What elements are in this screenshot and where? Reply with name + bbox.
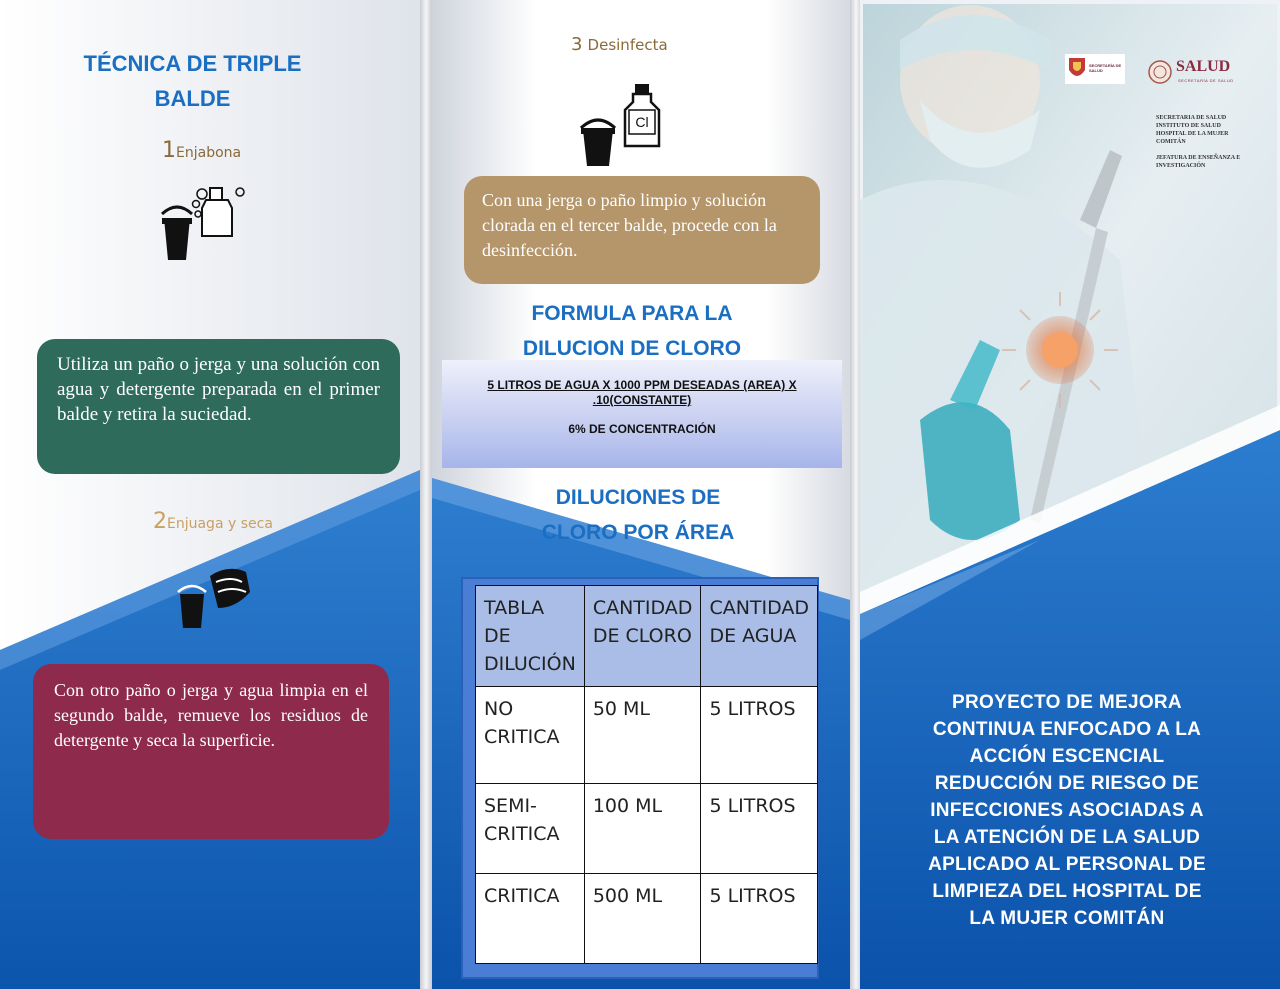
salud-logo-subtext: SECRETARÍA DE SALUD xyxy=(1178,78,1234,83)
formula-box xyxy=(442,360,842,468)
table-row xyxy=(476,687,818,784)
table-header-cell: CANTIDAD DE AGUA xyxy=(701,586,818,687)
step3-description-box xyxy=(464,176,820,284)
step1-label: Enjabona xyxy=(176,145,242,161)
formula-concentration: 6% DE CONCENTRACIÓN xyxy=(568,422,716,436)
bucket-wipe-icon xyxy=(176,562,256,632)
dilutions-title-line1: DILUCIONES DE xyxy=(555,486,721,509)
brochure-title-line1: TÉCNICA DE TRIPLE xyxy=(83,51,302,76)
bucket-chlorine-icon xyxy=(577,80,667,170)
panel-right-cover xyxy=(860,0,1280,989)
step1-description: Utiliza un paño o jerga y una solución con agua y detergente preparada en el primer balde y retira la suciedad. xyxy=(57,354,380,425)
formula-line2: .10(CONSTANTE) xyxy=(592,393,692,407)
formula-title xyxy=(472,296,792,366)
institution-line: HOSPITAL DE LA MUJER xyxy=(1156,131,1229,137)
bucket-soap-icon xyxy=(158,178,248,266)
step2-heading xyxy=(153,509,273,534)
table-cell: 5 LITROS xyxy=(701,784,818,874)
step3-heading xyxy=(571,34,668,55)
institution-line: INSTITUTO DE SALUD xyxy=(1156,123,1221,129)
formula-line1: 5 LITROS DE AGUA X 1000 PPM DESEADAS (AREA) X xyxy=(487,378,797,392)
formula-title-line2: DILUCION DE CLORO xyxy=(522,337,742,360)
table-row xyxy=(476,874,818,964)
step2-label: Enjuaga y seca xyxy=(167,516,273,532)
table-cell: 500 ML xyxy=(584,874,701,964)
bottle-label: Cl xyxy=(635,114,649,130)
step2-number: 2 xyxy=(153,509,167,534)
project-title: PROYECTO DE MEJORA CONTINUA ENFOCADO A LA ACCIÓN ESCENCIAL REDUCCIÓN DE RIESGO DE INFECCIONES ASOCIADAS A LA ATENCIÓN DE LA SALUD APLICADO AL PERSONAL DE LIMPIEZA DEL HOSPITAL DE LA MUJER COMITÁN xyxy=(928,692,1206,929)
dilutions-title xyxy=(478,480,798,550)
institution-line xyxy=(1156,146,1256,154)
institution-info xyxy=(1156,114,1256,170)
dilution-table-frame xyxy=(461,577,819,979)
table-cell: NO CRITICA xyxy=(476,687,585,784)
salud-logo xyxy=(1148,58,1238,88)
step3-description: Con una jerga o paño limpio y solución clorada en el tercer balde, procede con la desinfección. xyxy=(482,190,777,260)
panel-left xyxy=(0,0,420,989)
table-cell: 5 LITROS xyxy=(701,874,818,964)
table-cell: 50 ML xyxy=(584,687,701,784)
table-row xyxy=(476,784,818,874)
salud-logo-text: SALUD xyxy=(1176,58,1231,75)
step1-number: 1 xyxy=(162,138,176,163)
table-cell: SEMI-CRITICA xyxy=(476,784,585,874)
chiapas-logo xyxy=(1065,54,1125,84)
step1-description-box xyxy=(37,339,400,474)
dilution-table xyxy=(475,585,818,964)
fold-separator-left xyxy=(420,0,432,989)
chiapas-logo-text: SECRETARÍA DE SALUD xyxy=(1089,63,1122,73)
table-header-row xyxy=(476,586,818,687)
institution-line: JEFATURA DE ENSEÑANZA E xyxy=(1156,155,1241,161)
table-cell: 5 LITROS xyxy=(701,687,818,784)
formula-title-line1: FORMULA PARA LA xyxy=(531,302,733,325)
chiapas-shield-icon xyxy=(1067,56,1087,82)
step3-label: Desinfecta xyxy=(587,36,668,54)
institution-line: INVESTIGACIÓN xyxy=(1156,163,1206,169)
step1-heading xyxy=(162,138,241,163)
institution-line: COMITÁN xyxy=(1156,139,1186,145)
table-cell: 100 ML xyxy=(584,784,701,874)
institution-line: SECRETARIA DE SALUD xyxy=(1156,115,1227,121)
step2-description: Con otro paño o jerga y agua limpia en el segundo balde, remueve los residuos de detergente y seca la superficie. xyxy=(54,680,368,750)
step3-number: 3 xyxy=(571,34,583,55)
step2-description-box xyxy=(33,664,389,839)
brochure-title xyxy=(40,46,345,116)
panel-middle xyxy=(432,0,850,989)
table-header-cell: TABLA DE DILUCIÓN xyxy=(476,586,585,687)
salud-seal-icon xyxy=(1148,60,1172,84)
dilutions-title-line2: CLORO POR ÁREA xyxy=(541,521,735,544)
brochure-title-line2: BALDE xyxy=(154,86,231,111)
table-header-cell: CANTIDAD DE CLORO xyxy=(584,586,701,687)
table-cell: CRITICA xyxy=(476,874,585,964)
